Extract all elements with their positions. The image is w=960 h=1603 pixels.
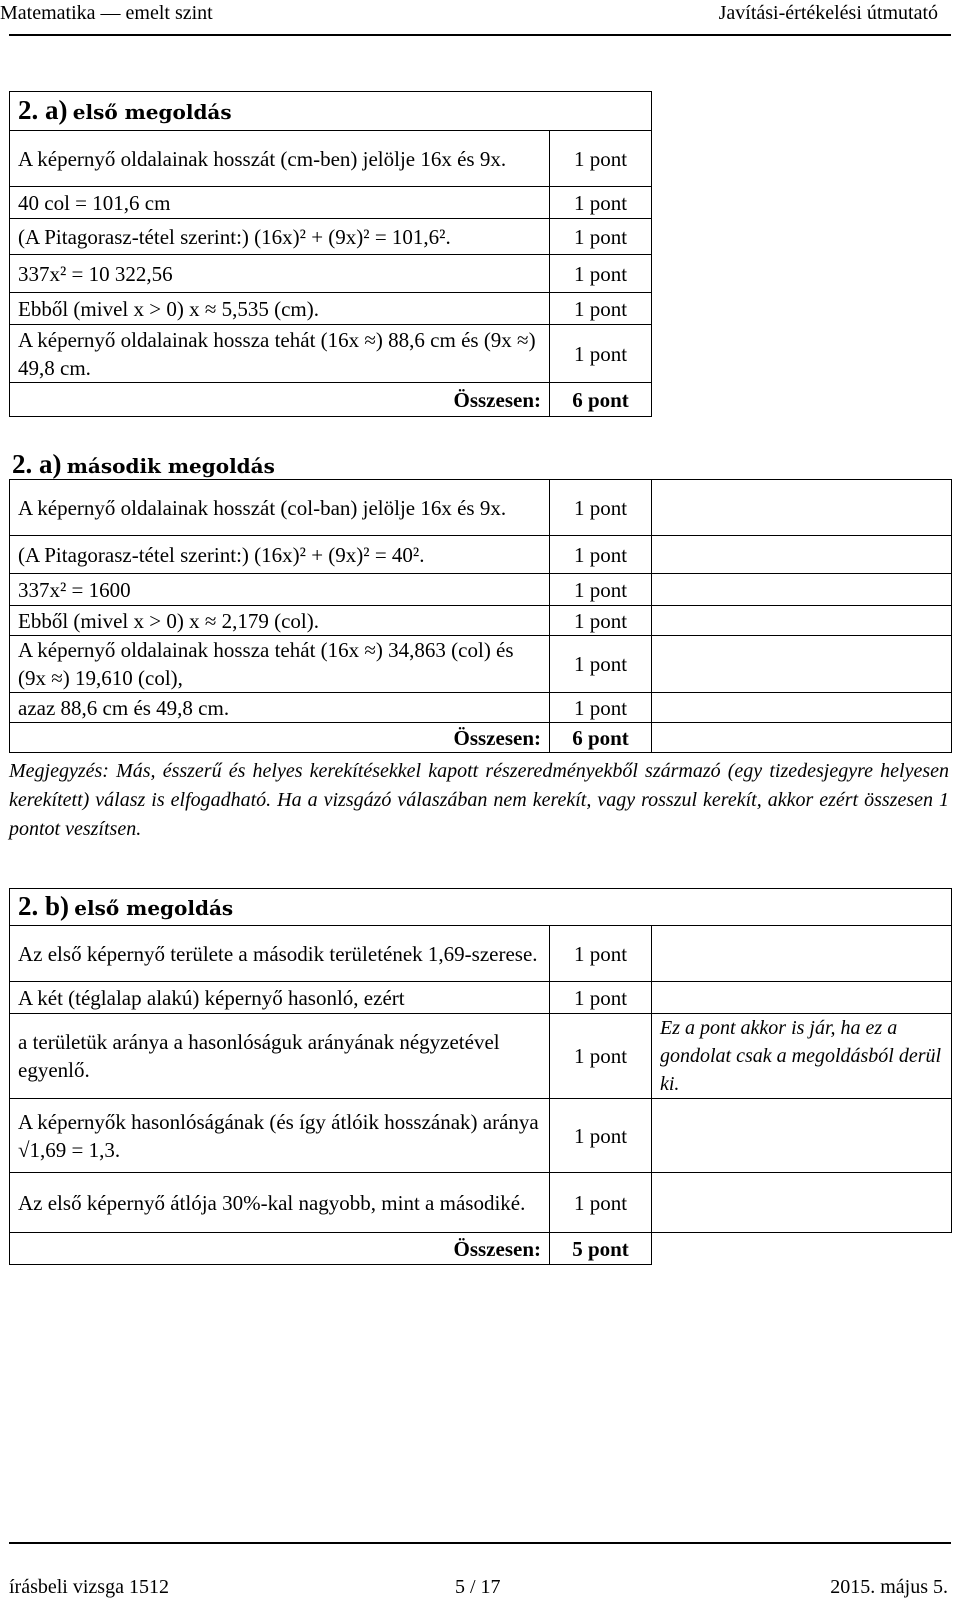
step-text: (A Pitagorasz-tétel szerint:) (16x)² + (9x)² = 40². [10, 536, 550, 574]
step-text: A képernyő oldalainak hossza tehát (16x ≈) 34,863 (col) és (9x ≈) 19,610 (col), [10, 636, 550, 693]
remark-cell [652, 1099, 952, 1173]
section-title [10, 92, 652, 131]
step-text: a területük aránya a hasonlóságuk arányának négyzetével egyenlő. [10, 1014, 550, 1099]
section-subtitle: első megoldás [72, 100, 232, 124]
section-subtitle: második megoldás [66, 454, 275, 478]
remark-cell [652, 636, 952, 693]
remark-cell [652, 723, 952, 753]
rounding-note: Megjegyzés: Más, ésszerű és helyes kerekítésekkel kapott részeredményekből származó (egy tizedesjegyre helyesen kerekített) válasz is elfogadható. Ha a vizsgázó válaszában nem kerekít, vagy rosszul kerekít, akkor ezért összesen 1 pontot veszítsen. [9, 760, 949, 840]
page-header [0, 0, 960, 28]
total-points: 6 pont [550, 383, 652, 417]
remark-cell [652, 606, 952, 636]
total-label: Összesen: [10, 723, 550, 753]
step-points: 1 pont [550, 1099, 652, 1173]
step-points: 1 pont [550, 219, 652, 255]
step-points: 1 pont [550, 982, 652, 1014]
step-points: 1 pont [550, 1173, 652, 1233]
step-text: Ebből (mivel x > 0) x ≈ 5,535 (cm). [10, 293, 550, 325]
step-points: 1 pont [550, 293, 652, 325]
total-points: 6 pont [550, 723, 652, 753]
step-points: 1 pont [550, 536, 652, 574]
remark-cell [652, 693, 952, 723]
step-text: 337x² = 1600 [10, 574, 550, 606]
step-text: A képernyő oldalainak hossza tehát (16x ≈) 88,6 cm és (9x ≈) 49,8 cm. [10, 325, 550, 383]
step-text: Ebből (mivel x > 0) x ≈ 2,179 (col). [10, 606, 550, 636]
section-title [12, 447, 275, 483]
section-title [10, 889, 952, 926]
step-text: (A Pitagorasz-tétel szerint:) (16x)² + (9x)² = 101,6². [10, 219, 550, 255]
step-points: 1 pont [550, 131, 652, 187]
footer-date: 2015. május 5. [830, 1576, 948, 1598]
step-points: 1 pont [550, 606, 652, 636]
step-text: A képernyő oldalainak hosszát (col-ban) jelölje 16x és 9x. [10, 480, 550, 536]
section-number: 2. a) [12, 449, 62, 479]
remark-cell [652, 926, 952, 982]
total-points: 5 pont [550, 1233, 652, 1265]
remark-cell [652, 1233, 952, 1265]
step-text: Az első képernyő átlója 30%-kal nagyobb, mint a másodiké. [10, 1173, 550, 1233]
section-subtitle: első megoldás [74, 896, 234, 920]
step-points: 1 pont [550, 926, 652, 982]
step-text: 337x² = 10 322,56 [10, 255, 550, 293]
remark-cell: Ez a pont akkor is jár, ha ez a gondolat csak a megoldásból derül ki. [652, 1014, 952, 1099]
footer-page-number: 5 / 17 [455, 1576, 501, 1598]
header-subject: Matematika — emelt szint [0, 2, 213, 24]
step-text: A képernyők hasonlóságának (és így átlóik hosszának) aránya √1,69 = 1,3. [10, 1099, 550, 1173]
step-points: 1 pont [550, 480, 652, 536]
remark-cell [652, 982, 952, 1014]
remark-cell [652, 1173, 952, 1233]
solution-table-2a-second [9, 479, 952, 753]
section-number: 2. b) [18, 891, 70, 921]
section-number: 2. a) [18, 95, 68, 125]
remark-cell [652, 480, 952, 536]
step-points: 1 pont [550, 574, 652, 606]
step-points: 1 pont [550, 255, 652, 293]
step-text: A képernyő oldalainak hosszát (cm-ben) jelölje 16x és 9x. [10, 131, 550, 187]
total-label: Összesen: [10, 383, 550, 417]
header-rule [9, 34, 951, 36]
footer-exam-code: írásbeli vizsga 1512 [9, 1576, 169, 1598]
step-points: 1 pont [550, 636, 652, 693]
step-text: 40 col = 101,6 cm [10, 187, 550, 219]
step-text: azaz 88,6 cm és 49,8 cm. [10, 693, 550, 723]
step-text: Az első képernyő területe a második területének 1,69-szerese. [10, 926, 550, 982]
total-label: Összesen: [10, 1233, 550, 1265]
step-text: A két (téglalap alakú) képernyő hasonló, ezért [10, 982, 550, 1014]
step-points: 1 pont [550, 1014, 652, 1099]
solution-table-2a-first [9, 91, 652, 417]
remark-cell [652, 574, 952, 606]
header-doc-type: Javítási-értékelési útmutató [718, 2, 938, 24]
remark-cell [652, 536, 952, 574]
step-points: 1 pont [550, 325, 652, 383]
step-points: 1 pont [550, 693, 652, 723]
footer-rule [9, 1542, 951, 1544]
step-points: 1 pont [550, 187, 652, 219]
solution-table-2b-first [9, 888, 952, 1265]
